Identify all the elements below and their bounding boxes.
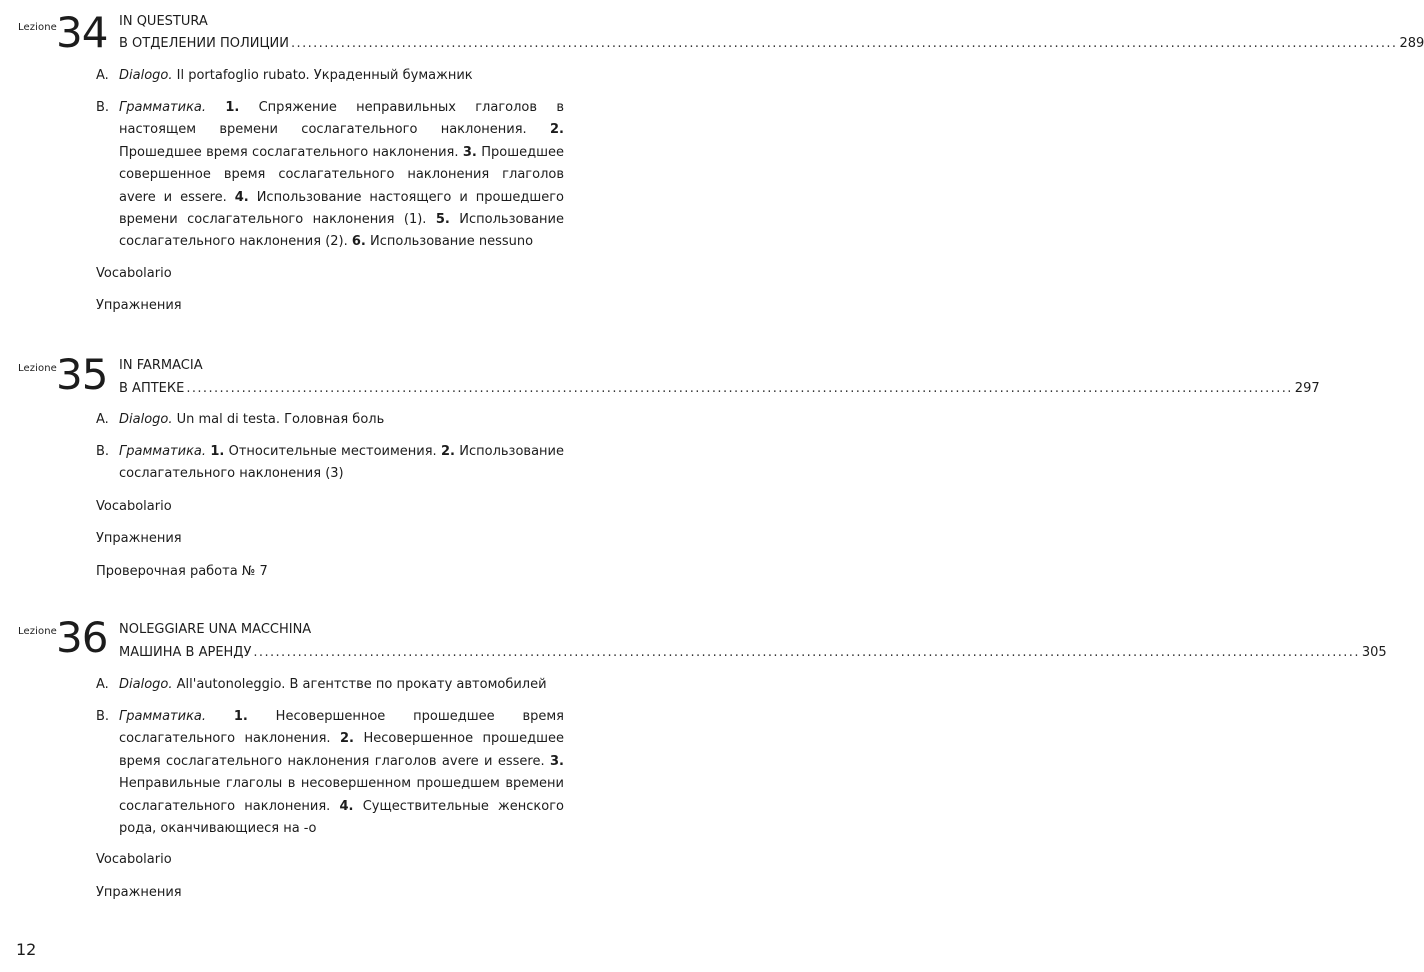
grammar-point-text: Несовершенное прошедшее время сослагательного наклонения глаголов avere и essere.: [119, 731, 565, 769]
lesson-title-italian: IN FARMACIA: [119, 358, 203, 373]
dialogue-entry: [96, 409, 564, 431]
grammar-point-number: 4.: [339, 798, 354, 814]
item-label: B.: [96, 100, 110, 115]
grammar-point-number: 3.: [462, 144, 477, 160]
leader-dots: ........................................................................................................................................................................................................: [253, 645, 1360, 660]
dialogue-text: Un mal di testa. Головная боль: [172, 412, 385, 427]
exercises-entry: Упражнения: [96, 298, 182, 313]
lesson-page-number: 305: [1361, 645, 1387, 660]
dialogue-entry: [96, 65, 564, 87]
leader-dots: ........................................................................................................................................................................................................: [291, 36, 1398, 51]
grammar-point-number: 6.: [351, 234, 366, 250]
grammar-point-text: Прошедшее совершенное время сослагательного наклонения глаголов avere и essere.: [119, 144, 565, 205]
grammar-entry: [96, 441, 564, 486]
grammar-point-text: Использование nessuno: [365, 234, 534, 250]
dialogo-label: Dialogo.: [119, 412, 173, 427]
lesson-title-row[interactable]: [119, 644, 1387, 662]
lesson-label: Lezione: [18, 363, 57, 374]
grammar-point-number: 5.: [435, 212, 450, 228]
lesson-title-row[interactable]: [119, 35, 1424, 53]
item-label: A.: [96, 677, 109, 692]
dialogue-text: Il portafoglio rubato. Украденный бумажник: [172, 68, 473, 83]
item-label: A.: [96, 68, 109, 83]
exercises-entry: Упражнения: [96, 531, 182, 546]
dialogo-label: Dialogo.: [119, 677, 173, 692]
grammar-point-number: 1.: [233, 709, 248, 724]
lesson-title-russian: В ОТДЕЛЕНИИ ПОЛИЦИИ: [119, 36, 289, 51]
dialogue-entry: [96, 674, 564, 696]
lesson-page-number: 289: [1399, 36, 1424, 51]
grammatica-label: Грамматика.: [119, 444, 207, 459]
lesson-title-russian: МАШИНА В АРЕНДУ: [119, 645, 252, 660]
lesson-number: 35: [56, 350, 108, 399]
grammar-point-text: Несовершенное прошедшее время сослагательного наклонения.: [119, 709, 564, 747]
lesson-title-russian: В АПТЕКЕ: [119, 381, 185, 396]
grammar-point-text: Неправильные глаголы в несовершенном прошедшем времени сослагательного наклонения.: [119, 776, 564, 814]
page-number: 12: [16, 940, 37, 959]
grammar-point-number: 2.: [340, 731, 354, 747]
dialogue-text: All'autonoleggio. В агентстве по прокату автомобилей: [172, 677, 547, 692]
grammar-point-text: Спряжение неправильных глаголов в настоящем времени сослагательного наклонения.: [119, 100, 564, 138]
vocabolario-entry: Vocabolario: [96, 266, 172, 281]
item-label: A.: [96, 412, 109, 427]
grammatica-label: Грамматика.: [119, 100, 207, 115]
grammar-point-text: Относительные местоимения.: [224, 444, 441, 459]
item-label: B.: [96, 444, 110, 459]
grammar-point-number: 2.: [550, 122, 564, 138]
grammar-point-text: Использование настоящего и прошедшего времени сослагательного наклонения (1).: [119, 189, 565, 228]
vocabolario-entry: Vocabolario: [96, 852, 172, 867]
grammar-point-text: Использование сослагательного наклонения (2).: [119, 212, 565, 250]
dialogo-label: Dialogo.: [119, 68, 173, 83]
lesson-label: Lezione: [18, 626, 57, 637]
leader-dots: ........................................................................................................................................................................................................: [186, 381, 1293, 396]
grammatica-label: Грамматика.: [119, 709, 207, 724]
grammar-point-number: 2.: [440, 444, 455, 459]
grammar-entry: [96, 706, 564, 840]
lesson-title-italian: NOLEGGIARE UNA MACCHINA: [119, 622, 312, 637]
vocabolario-entry: Vocabolario: [96, 499, 172, 514]
grammar-point-number: 3.: [550, 753, 564, 769]
grammar-point-number: 4.: [234, 189, 249, 205]
lesson-page-number: 297: [1294, 381, 1320, 396]
grammar-point-number: 1.: [210, 444, 225, 459]
grammar-entry: [96, 97, 564, 254]
test-entry: Проверочная работа № 7: [96, 564, 268, 579]
grammar-point-text: Прошедшее время сослагательного наклонения.: [119, 144, 463, 160]
item-label: B.: [96, 709, 110, 724]
exercises-entry: Упражнения: [96, 885, 182, 900]
grammar-point-text: Использование сослагательного наклонения (3): [119, 444, 564, 482]
lesson-label: Lezione: [18, 22, 57, 33]
lesson-title-italian: IN QUESTURA: [119, 14, 208, 29]
grammar-point-number: 1.: [225, 100, 240, 115]
lesson-number: 34: [56, 8, 108, 57]
lesson-title-row[interactable]: [119, 380, 1320, 398]
lesson-number: 36: [56, 613, 108, 662]
grammar-point-text: Существительные женского рода, оканчивающиеся на -o: [119, 798, 564, 837]
